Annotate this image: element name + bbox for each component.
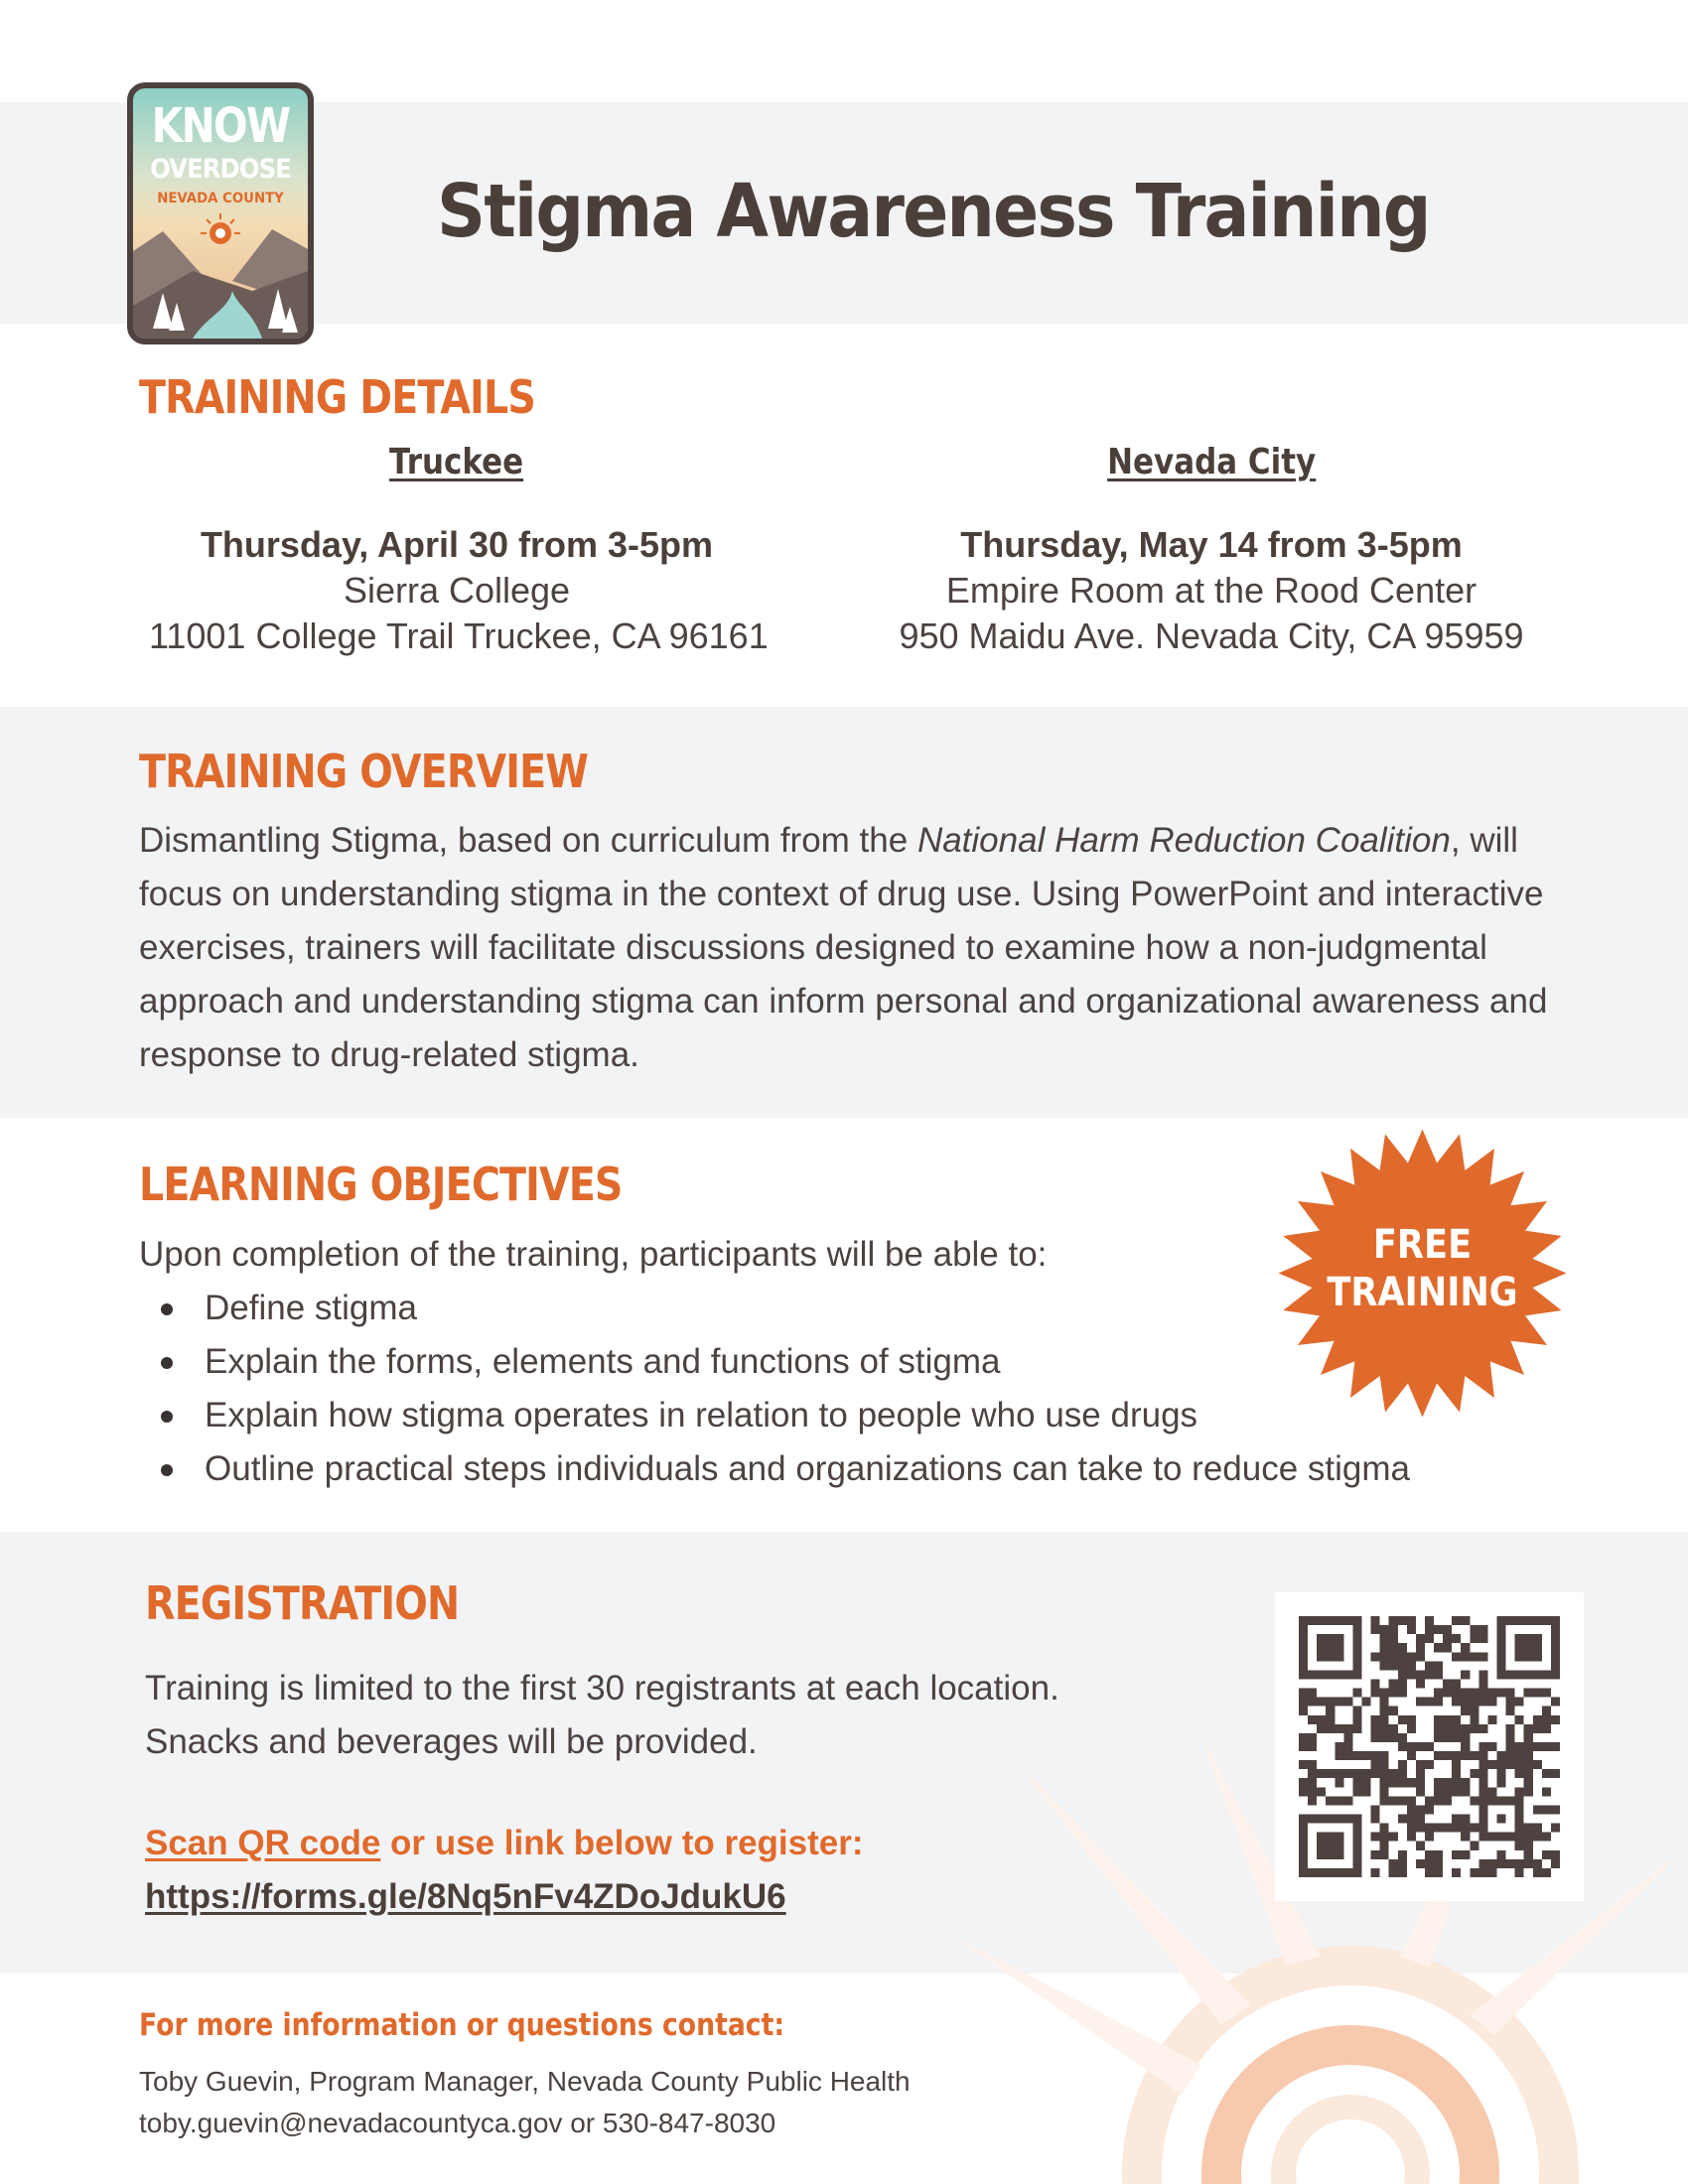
overview-paragraph xyxy=(139,814,1569,1082)
objectives-intro: Upon completion of the training, participants will be able to: xyxy=(139,1235,1048,1274)
registration-cta xyxy=(145,1824,864,1863)
qr-code-icon xyxy=(1299,1616,1560,1877)
objective-text: Explain how stigma operates in relation to people who use drugs xyxy=(205,1396,1198,1434)
bullet-icon xyxy=(161,1411,173,1423)
qr-code[interactable] xyxy=(1275,1592,1584,1901)
list-item xyxy=(139,1389,1410,1442)
learning-objectives-heading: LEARNING OBJECTIVES xyxy=(139,1158,623,1211)
location-venue: Sierra College xyxy=(343,570,571,611)
location-address: 11001 College Trail Truckee, CA 96161 xyxy=(149,615,769,656)
location-date: Thursday, April 30 from 3-5pm xyxy=(200,524,714,565)
know-overdose-logo xyxy=(127,82,314,344)
registration-url-link[interactable]: https://forms.gle/8Nq5nFv4ZDoJdukU6 xyxy=(145,1877,786,1916)
logo-line-3: NEVADA COUNTY xyxy=(157,191,284,206)
overview-text-end: , will focus on understanding stigma in the context of drug use. Using PowerPoint and interactive exercises, trainers will facilitate discussions designed to examine how a non-judgmental approach and understanding stigma can inform personal and organizational awareness and response to drug-related stigma. xyxy=(139,821,1548,1074)
location-nevada-city xyxy=(864,442,1559,659)
objectives-list xyxy=(139,1282,1410,1496)
contact-heading: For more information or questions contact: xyxy=(139,2007,785,2043)
location-venue: Empire Room at the Rood Center xyxy=(945,570,1477,611)
objective-text: Outline practical steps individuals and organizations can take to reduce stigma xyxy=(205,1449,1411,1488)
location-name: Nevada City xyxy=(1106,442,1317,482)
list-item xyxy=(139,1335,1410,1389)
location-date: Thursday, May 14 from 3-5pm xyxy=(960,524,1463,565)
registration-heading: REGISTRATION xyxy=(145,1576,460,1630)
list-item xyxy=(139,1282,1410,1335)
training-details-heading: TRAINING DETAILS xyxy=(139,370,536,424)
registration-text: Training is limited to the first 30 registrants at each location. Snacks and beverages will be provided. xyxy=(145,1669,1059,1761)
badge-line-2: TRAINING xyxy=(1327,1270,1518,1315)
bullet-icon xyxy=(161,1464,173,1476)
bullet-icon xyxy=(161,1357,173,1369)
logo-line-2: OVERDOSE xyxy=(150,154,291,185)
location-name: Truckee xyxy=(389,442,524,482)
objective-text: Define stigma xyxy=(205,1289,417,1327)
training-overview-heading: TRAINING OVERVIEW xyxy=(139,745,589,798)
location-truckee xyxy=(149,442,769,659)
logo-line-1: KNOW xyxy=(151,98,290,154)
bullet-icon xyxy=(161,1303,173,1315)
location-address: 950 Maidu Ave. Nevada City, CA 95959 xyxy=(899,615,1524,656)
list-item xyxy=(139,1442,1410,1496)
registration-cta-rest: or use link below to register: xyxy=(380,1824,864,1862)
free-training-badge xyxy=(1276,1221,1569,1316)
objective-text: Explain the forms, elements and functions of stigma xyxy=(205,1342,1001,1381)
mountain-scene-icon xyxy=(133,211,308,339)
contact-details: toby.guevin@nevadacountyca.gov or 530-847-8030 xyxy=(139,2108,776,2138)
overview-text-start: Dismantling Stigma, based on curriculum from the xyxy=(139,821,917,860)
overview-organization: National Harm Reduction Coalition xyxy=(916,821,1451,860)
contact-name: Toby Guevin, Program Manager, Nevada County Public Health xyxy=(139,2066,911,2097)
badge-line-1: FREE xyxy=(1372,1222,1473,1268)
scan-qr-link[interactable]: Scan QR code xyxy=(145,1824,381,1862)
page-title: Stigma Awareness Training xyxy=(437,169,1430,254)
